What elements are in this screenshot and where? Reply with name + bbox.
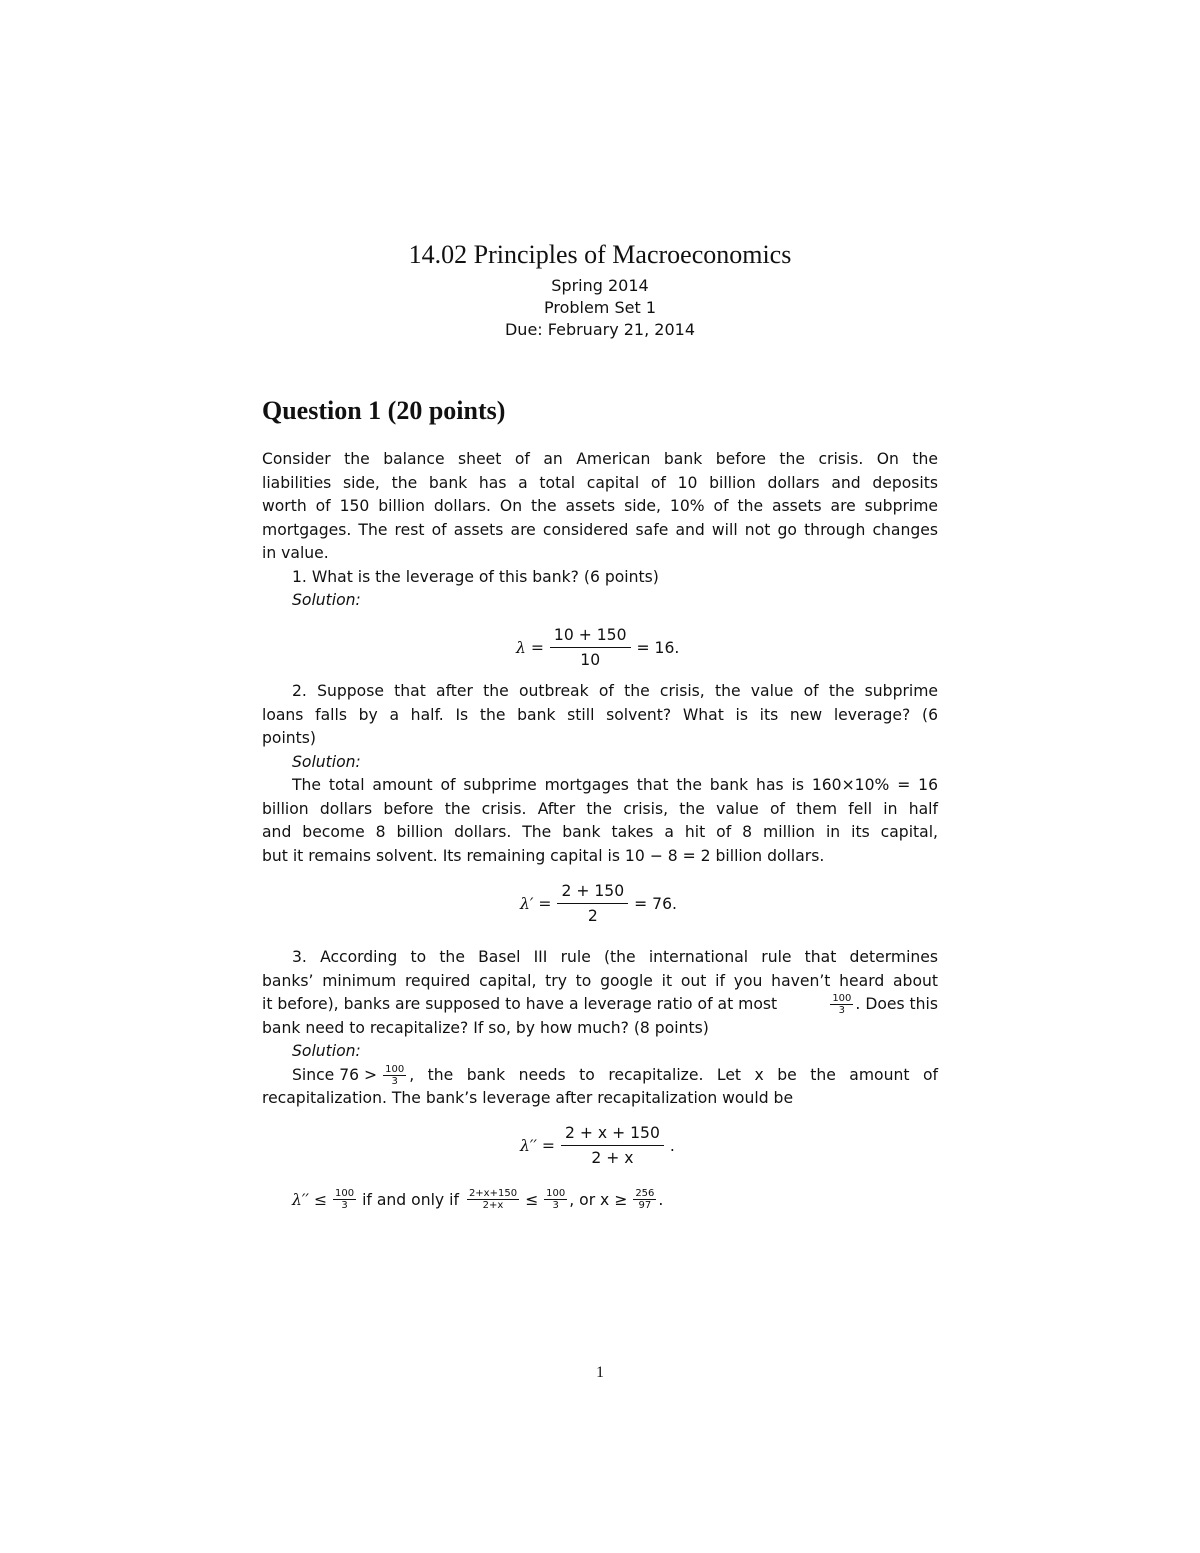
inequality-lhs: λ′′ ≤	[292, 1190, 327, 1209]
fraction-denominator: 2 + x	[591, 1149, 634, 1167]
equation-lhs: λ′ =	[520, 894, 552, 913]
intro-line: worth of 150 billion dollars. On the assets side, 10% of the assets are subprime	[262, 497, 938, 515]
equation-rhs: .	[669, 1136, 675, 1155]
part2-solution-line: and become 8 billion dollars. The bank takes a hit of 8 million in its capital,	[262, 823, 938, 841]
equation-fraction	[557, 882, 628, 925]
equation-fraction	[550, 626, 631, 669]
fraction-denominator: 2	[587, 907, 598, 925]
equation-lhs: λ′′ =	[520, 1136, 555, 1155]
fraction-numerator: 2+x+150	[468, 1188, 518, 1199]
part2-prompt-line: loans falls by a half. Is the bank still solvent? What is its new leverage? (6	[262, 705, 938, 724]
inline-fraction	[830, 993, 853, 1016]
part3-prompt-text: it before), banks are supposed to have a leverage ratio of at most	[262, 995, 778, 1013]
part1-prompt: 1. What is the leverage of this bank? (6 points)	[292, 567, 659, 586]
fraction-denominator: 2+x	[482, 1200, 504, 1211]
fraction-denominator: 10	[580, 651, 601, 669]
fraction-numerator: 10 + 150	[550, 626, 631, 648]
part3-prompt-tail	[828, 993, 938, 1017]
equation-lhs: λ =	[516, 638, 544, 657]
inline-fraction	[544, 1188, 567, 1211]
fraction-denominator: 97	[638, 1200, 652, 1211]
intro-line: mortgages. The rest of assets are considered safe and will not go through changes	[262, 520, 938, 539]
part3-prompt-line: 3. According to the Basel III rule (the international rule that determines	[292, 948, 938, 966]
inequality-text: if and only if	[362, 1190, 459, 1209]
fraction-denominator: 3	[552, 1200, 559, 1211]
part3-prompt-text: . Does this	[855, 995, 938, 1013]
equation-rhs: = 76.	[634, 894, 677, 913]
fraction-denominator: 3	[341, 1200, 348, 1211]
final-inequality-line	[292, 1188, 663, 1211]
fraction-numerator: 2 + x + 150	[561, 1124, 664, 1146]
inequality-text: , or x ≥	[569, 1190, 628, 1209]
equation-new-leverage	[520, 882, 677, 925]
part3-solution-text: Since 76 >	[292, 1065, 378, 1084]
part2-solution-line: billion dollars before the crisis. After the crisis, the value of them fell in half	[262, 799, 938, 818]
part3-solution-line	[262, 1064, 938, 1088]
inequality-text: .	[658, 1190, 664, 1209]
equation-fraction	[561, 1124, 664, 1167]
part2-solution-label: Solution:	[292, 752, 361, 771]
intro-line: in value.	[262, 544, 329, 562]
intro-line: liabilities side, the bank has a total capital of 10 billion dollars and deposits	[262, 473, 938, 492]
part3-solution-line: recapitalization. The bank’s leverage after recapitalization would be	[262, 1089, 794, 1107]
fraction-numerator: 100	[546, 1188, 566, 1199]
part3-prompt-line	[262, 993, 938, 1017]
problem-set-line: Problem Set 1	[543, 298, 657, 317]
part2-solution-line: but it remains solvent. Its remaining capital is 10 − 8 = 2 billion dollars.	[262, 846, 825, 865]
inline-fraction	[383, 1064, 406, 1087]
term-line: Spring 2014	[551, 276, 649, 295]
part2-prompt-line: 2. Suppose that after the outbreak of the crisis, the value of the subprime	[292, 682, 938, 700]
intro-paragraph	[262, 448, 938, 613]
question-heading: Question 1 (20 points)	[262, 396, 506, 425]
part2-prompt-line: points)	[262, 729, 316, 747]
fraction-denominator: 3	[391, 1075, 398, 1087]
part1-solution-label: Solution:	[292, 591, 361, 609]
fraction-numerator: 256	[635, 1188, 655, 1199]
part3-solution-label: Solution:	[292, 1042, 361, 1060]
fraction-numerator: 100	[832, 993, 852, 1005]
part2-solution-line: The total amount of subprime mortgages that the bank has is 160×10% = 16	[292, 776, 938, 794]
part2-block	[262, 680, 938, 868]
intro-line: Consider the balance sheet of an American bank before the crisis. On the	[262, 450, 938, 468]
part3-solution-text: , the bank needs to recapitalize. Let x be the amount of	[409, 1065, 938, 1084]
equation-recap-leverage	[520, 1124, 675, 1167]
inline-fraction	[467, 1188, 519, 1211]
part3-prompt-line: bank need to recapitalize? If so, by how much? (8 points)	[262, 1018, 709, 1037]
inline-fraction	[633, 1188, 656, 1211]
document-title: 14.02 Principles of Macroeconomics	[408, 240, 792, 269]
part3-block	[262, 946, 938, 1111]
fraction-numerator: 100	[385, 1063, 405, 1075]
due-date-line: Due: February 21, 2014	[504, 320, 695, 339]
part3-prompt-line: banks’ minimum required capital, try to google it out if you haven’t heard about	[262, 971, 938, 990]
fraction-denominator: 3	[838, 1005, 846, 1017]
inequality-text: ≤	[525, 1190, 539, 1209]
fraction-numerator: 100	[335, 1188, 355, 1199]
fraction-numerator: 2 + 150	[557, 882, 628, 904]
page-number: 1	[596, 1364, 604, 1381]
inline-fraction	[333, 1188, 356, 1211]
equation-leverage	[516, 626, 679, 669]
equation-rhs: = 16.	[636, 638, 680, 657]
